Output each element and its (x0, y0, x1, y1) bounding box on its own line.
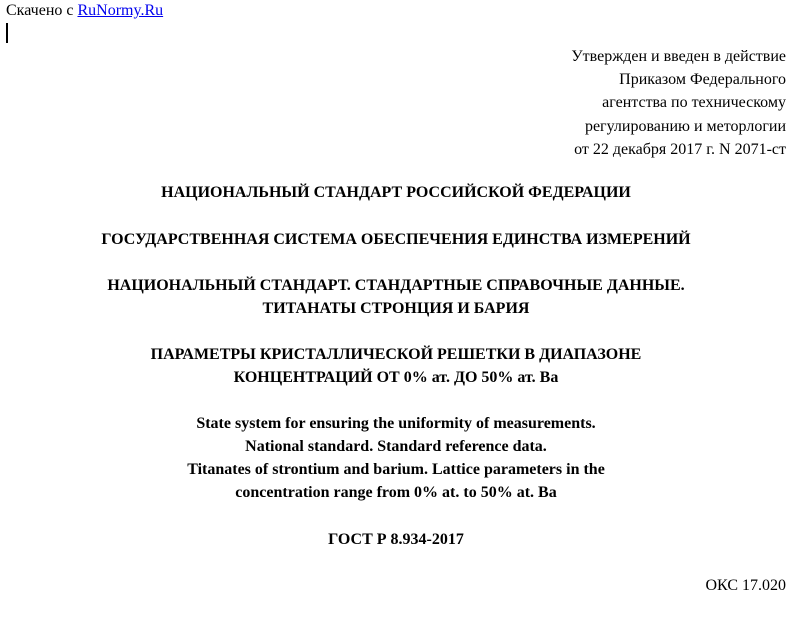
approval-line: Утвержден и введен в действие (571, 48, 786, 65)
text-cursor (6, 23, 8, 43)
state-system-heading (0, 228, 792, 251)
approval-line: Приказом Федерального (619, 71, 786, 89)
english-title-line: concentration range from 0% at. to 50% at. Ba (235, 484, 557, 501)
gost-number (0, 528, 792, 551)
heading-line: КОНЦЕНТРАЦИЙ ОТ 0% ат. ДО 50% ат. Ba (233, 369, 559, 386)
source-link[interactable]: RuNormy.Ru (77, 2, 164, 19)
heading-line: НАЦИОНАЛЬНЫЙ СТАНДАРТ. СТАНДАРТНЫЕ СПРАВОЧНЫЕ ДАННЫЕ. (107, 277, 685, 294)
english-title-line: National standard. Standard reference data. (245, 438, 547, 455)
approval-line: от 22 декабря 2017 г. N 2071-ст (574, 140, 786, 158)
heading-line: ГОСУДАРСТВЕННАЯ СИСТЕМА ОБЕСПЕЧЕНИЯ ЕДИНСТВА ИЗМЕРЕНИЙ (101, 231, 691, 248)
approval-line: агентства по техническому (602, 94, 786, 112)
gost-number-text: ГОСТ Р 8.934-2017 (328, 531, 464, 548)
english-title-line: Titanates of strontium and barium. Lattice parameters in the (187, 461, 605, 478)
approval-line: регулированию и меторлогии (584, 117, 786, 135)
heading-line: НАЦИОНАЛЬНЫЙ СТАНДАРТ РОССИЙСКОЙ ФЕДЕРАЦИИ (161, 184, 631, 201)
heading-line: ТИТАНАТЫ СТРОНЦИЯ И БАРИЯ (262, 300, 530, 317)
lattice-params-heading (0, 343, 792, 389)
approval-block (571, 45, 786, 161)
heading-line: ПАРАМЕТРЫ КРИСТАЛЛИЧЕСКОЙ РЕШЕТКИ В ДИАПАЗОНЕ (150, 346, 642, 363)
english-title-line: State system for ensuring the uniformity of measurements. (196, 415, 596, 432)
national-standard-heading (0, 181, 792, 204)
okc-code: ОКС 17.020 (705, 577, 786, 594)
reference-data-heading (0, 274, 792, 320)
english-title (0, 412, 792, 504)
source-line (6, 1, 163, 21)
source-prefix: Скачено с (6, 2, 78, 19)
